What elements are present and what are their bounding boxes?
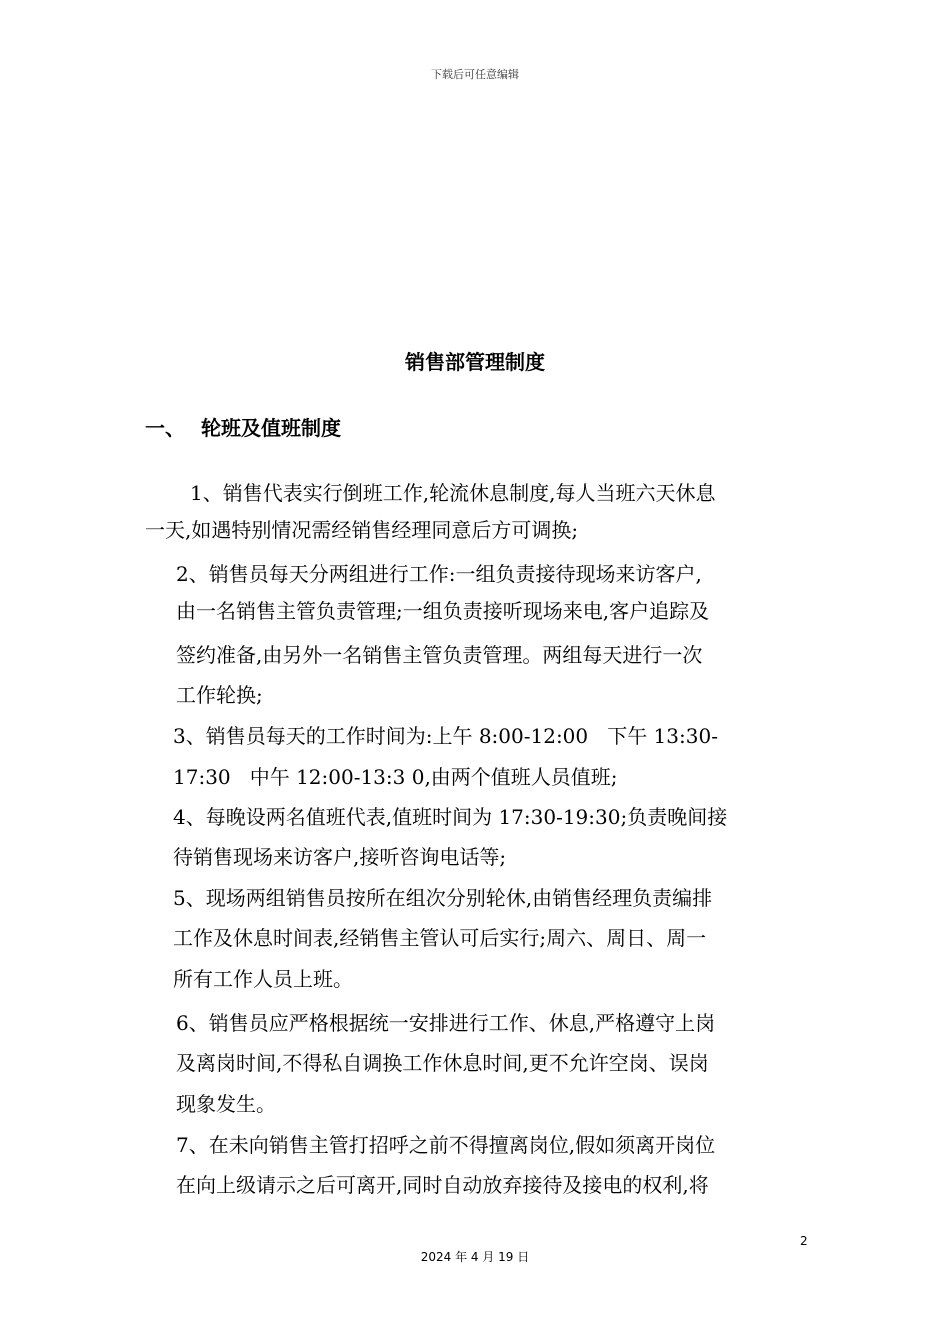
body-line: 4、每晚设两名值班代表,值班时间为 17:30-19:30;负责晚间接 — [173, 805, 728, 829]
body-line: 一天,如遇特别情况需经销售经理同意后方可调换; — [145, 518, 579, 542]
page-footer-date: 2024 年 4 月 19 日 — [420, 1250, 530, 1264]
body-line: 签约准备,由另外一名销售主管负责管理。两组每天进行一次 — [176, 643, 703, 667]
body-line: 17:30 中午 12:00-13:3 0,由两个值班人员值班; — [173, 765, 618, 789]
body-line: 1、销售代表实行倒班工作,轮流休息制度,每人当班六天休息 — [190, 481, 716, 505]
body-line: 2、销售员每天分两组进行工作:一组负责接待现场来访客户, — [176, 562, 702, 586]
body-line: 7、在未向销售主管打招呼之前不得擅离岗位,假如须离开岗位 — [176, 1133, 716, 1157]
body-line: 现象发生。 — [176, 1092, 276, 1116]
body-line: 待销售现场来访客户,接听咨询电话等; — [173, 845, 507, 869]
body-line: 所有工作人员上班。 — [173, 967, 353, 991]
page-header: 下载后可任意编辑 — [431, 68, 519, 81]
body-line: 5、现场两组销售员按所在组次分别轮休,由销售经理负责编排 — [173, 886, 713, 910]
body-line: 在向上级请示之后可离开,同时自动放弃接待及接电的权利,将 — [176, 1173, 709, 1197]
body-line: 3、销售员每天的工作时间为:上午 8:00-12:00 下午 13:30- — [173, 724, 718, 748]
section-heading — [145, 412, 341, 441]
body-line: 6、销售员应严格根据统一安排进行工作、休息,严格遵守上岗 — [176, 1011, 716, 1035]
section-title: 轮班及值班制度 — [201, 416, 341, 440]
page-number: 2 — [800, 1234, 808, 1248]
body-line: 及离岗时间,不得私自调换工作休息时间,更不允许空岗、误岗 — [176, 1051, 709, 1075]
section-number: 一、 — [145, 416, 185, 440]
document-title: 销售部管理制度 — [405, 350, 545, 374]
body-line: 工作轮换; — [176, 683, 263, 707]
body-line: 由一名销售主管负责管理;一组负责接听现场来电,客户追踪及 — [176, 599, 710, 623]
body-line: 工作及休息时间表,经销售主管认可后实行;周六、周日、周一 — [173, 926, 707, 950]
